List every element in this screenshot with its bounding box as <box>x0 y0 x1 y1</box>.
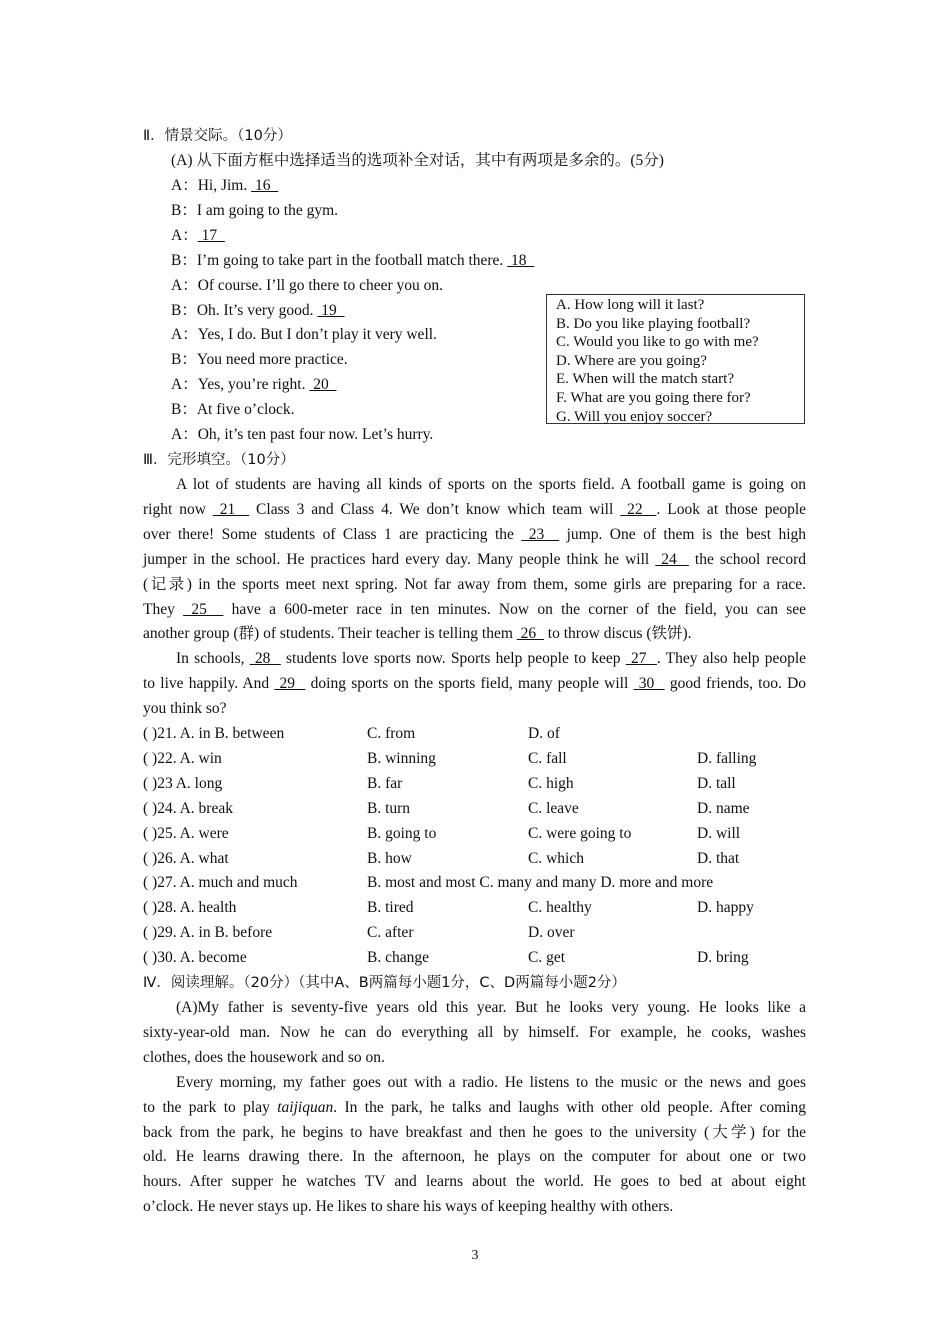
question-option: C. which <box>528 849 584 867</box>
passage-line: A lot of students are having all kinds of sports on the sports field. A football game is going on <box>176 476 806 493</box>
question-option: C. after <box>367 924 414 942</box>
blank-22: 22 <box>620 500 657 518</box>
question-option: D. falling <box>697 749 757 767</box>
passage-line: o’clock. He never stays up. He likes to share his ways of keeping healthy with others. <box>143 1198 674 1216</box>
passage-line: to the park to play taijiquan. In the park, he talks and laughs with other old people. After coming <box>143 1098 806 1116</box>
blank-29: 29 <box>274 675 306 693</box>
passage-line: hours. After supper he watches TV and learns about the world. He goes to bed at about eight <box>143 1173 806 1191</box>
question-stem: ( )29. A. in B. before <box>143 924 273 942</box>
option-item: C. Would you like to go with me? <box>556 334 759 351</box>
section-2-instruction: (A) 从下面方框中选择适当的选项补全对话，其中有两项是多余的。(5分) <box>171 152 664 169</box>
passage-line: They 25 have a 600-meter race in ten minutes. Now on the corner of the field, you can see <box>143 600 807 618</box>
question-stem: ( )27. A. much and much <box>143 874 298 892</box>
blank-20: 20 <box>309 376 337 394</box>
question-option: D. tall <box>697 774 736 792</box>
dialogue-line: A：Hi, Jim. 16 <box>171 177 279 194</box>
option-item: A. How long will it last? <box>556 297 705 313</box>
option-item: G. Will you enjoy soccer? <box>556 408 713 425</box>
question-option: D. will <box>697 824 741 842</box>
blank-23: 23 <box>521 525 560 543</box>
passage-line: clothes, does the housework and so on. <box>143 1048 385 1066</box>
option-item: D. Where are you going? <box>556 352 707 369</box>
question-stem: ( )23 A. long <box>143 774 223 792</box>
passage-line: jumper in the school. He practices hard every day. Many people think he will 24 the school record <box>143 550 806 568</box>
question-option: D. that <box>697 849 740 867</box>
question-option: C. fall <box>528 749 567 767</box>
italic-term: taijiquan <box>277 1098 334 1116</box>
question-option: B. change <box>367 949 429 967</box>
dialogue-line: A：Yes, I do. But I don’t play it very well. <box>171 326 437 344</box>
blank-30: 30 <box>633 675 665 693</box>
blank-18: 18 <box>507 251 535 269</box>
option-item: F. What are you going there for? <box>556 389 751 406</box>
dialogue-line: B：At five o’clock. <box>171 401 295 419</box>
blank-24: 24 <box>655 550 689 568</box>
dialogue-line: B：You need more practice. <box>171 351 348 369</box>
blank-21: 21 <box>212 500 250 518</box>
blank-26: 26 <box>516 625 544 643</box>
passage-line: In schools, 28 students love sports now. Sports help people to keep 27 . They also help people <box>176 650 807 668</box>
question-option: B. turn <box>367 799 411 817</box>
question-option: D. happy <box>697 899 754 917</box>
question-option: B. winning <box>367 749 436 767</box>
blank-28: 28 <box>249 650 281 668</box>
question-option: C. get <box>528 949 566 967</box>
question-option: B. how <box>367 849 412 867</box>
dialogue-line: A： 17 <box>171 226 225 244</box>
passage-line: Every morning, my father goes out with a radio. He listens to the music or the news and goes <box>176 1073 806 1091</box>
question-option: D. name <box>697 799 750 817</box>
question-option: B. tired <box>367 899 414 917</box>
question-option: C. high <box>528 774 574 792</box>
options-box <box>546 294 805 424</box>
passage-line: back from the park, he begins to have breakfast and then he goes to the university (大学) for the <box>143 1123 806 1141</box>
passage-line: old. He learns drawing there. In the afternoon, he plays on the computer for about one or two <box>143 1148 806 1166</box>
question-stem: ( )22. A. win <box>143 749 222 767</box>
question-option: D. of <box>528 725 560 742</box>
question-stem: ( )21. A. in B. between <box>143 725 285 742</box>
dialogue-line: B：Oh. It’s very good. 19 <box>171 301 345 319</box>
section-3-heading: Ⅲ．完形填空。（10分） <box>143 452 295 468</box>
dialogue-line: B：I’m going to take part in the football match there. 18 <box>171 251 535 269</box>
question-option: D. over <box>528 924 575 942</box>
passage-line: to live happily. And 29 doing sports on the sports field, many people will 30 good friends, too. Do <box>143 675 807 693</box>
blank-25: 25 <box>183 600 224 618</box>
blank-19: 19 <box>317 301 345 319</box>
dialogue-line: A：Yes, you’re right. 20 <box>171 376 337 394</box>
question-option: C. were going to <box>528 824 632 842</box>
question-option: D. bring <box>697 949 749 967</box>
question-stem: ( )24. A. break <box>143 799 233 817</box>
dialogue-line: A：Oh, it’s ten past four now. Let’s hurry. <box>171 426 434 443</box>
passage-line: (记录) in the sports meet next spring. Not far away from them, some girls are preparing for a race. <box>143 575 806 593</box>
blank-16: 16 <box>251 177 279 194</box>
passage-line: you think so? <box>143 700 227 718</box>
question-option: B. going to <box>367 824 437 842</box>
blank-27: 27 <box>625 650 657 668</box>
page-number: 3 <box>471 1248 479 1263</box>
dialogue-line: B：I am going to the gym. <box>171 201 339 219</box>
question-option: C. healthy <box>528 899 592 917</box>
question-stem: ( )28. A. health <box>143 899 237 917</box>
question-stem: ( )30. A. become <box>143 949 247 967</box>
question-option: B. most and most C. many and many D. more and more <box>367 874 714 892</box>
passage-line: right now 21 Class 3 and Class 4. We don’t know which team will 22 . Look at those people <box>143 500 807 518</box>
passage-line: another group (群) of students. Their teacher is telling them 26 to throw discus (铁饼). <box>143 625 692 643</box>
question-option: C. leave <box>528 799 579 817</box>
question-stem: ( )25. A. were <box>143 824 229 842</box>
question-option: B. far <box>367 774 403 792</box>
passage-line: (A)My father is seventy-five years old this year. But he looks very young. He looks like a <box>176 999 806 1016</box>
question-option: C. from <box>367 725 416 742</box>
passage-line: sixty-year-old man. Now he can do everything all by himself. For example, he cooks, washes <box>143 1023 806 1041</box>
passage-line: over there! Some students of Class 1 are practicing the 23 jump. One of them is the best high <box>143 525 807 543</box>
blank-17: 17 <box>197 226 225 244</box>
dialogue-line: A：Of course. I’ll go there to cheer you on. <box>171 276 444 294</box>
section-2-heading: Ⅱ．情景交际。（10分） <box>143 128 292 144</box>
section-4-heading: Ⅳ．阅读理解。（20分）（其中A、B两篇每小题1分，C、D两篇每小题2分） <box>143 975 626 991</box>
option-item: B. Do you like playing football? <box>556 315 751 332</box>
option-item: E. When will the match start? <box>556 371 735 388</box>
question-stem: ( )26. A. what <box>143 849 229 867</box>
